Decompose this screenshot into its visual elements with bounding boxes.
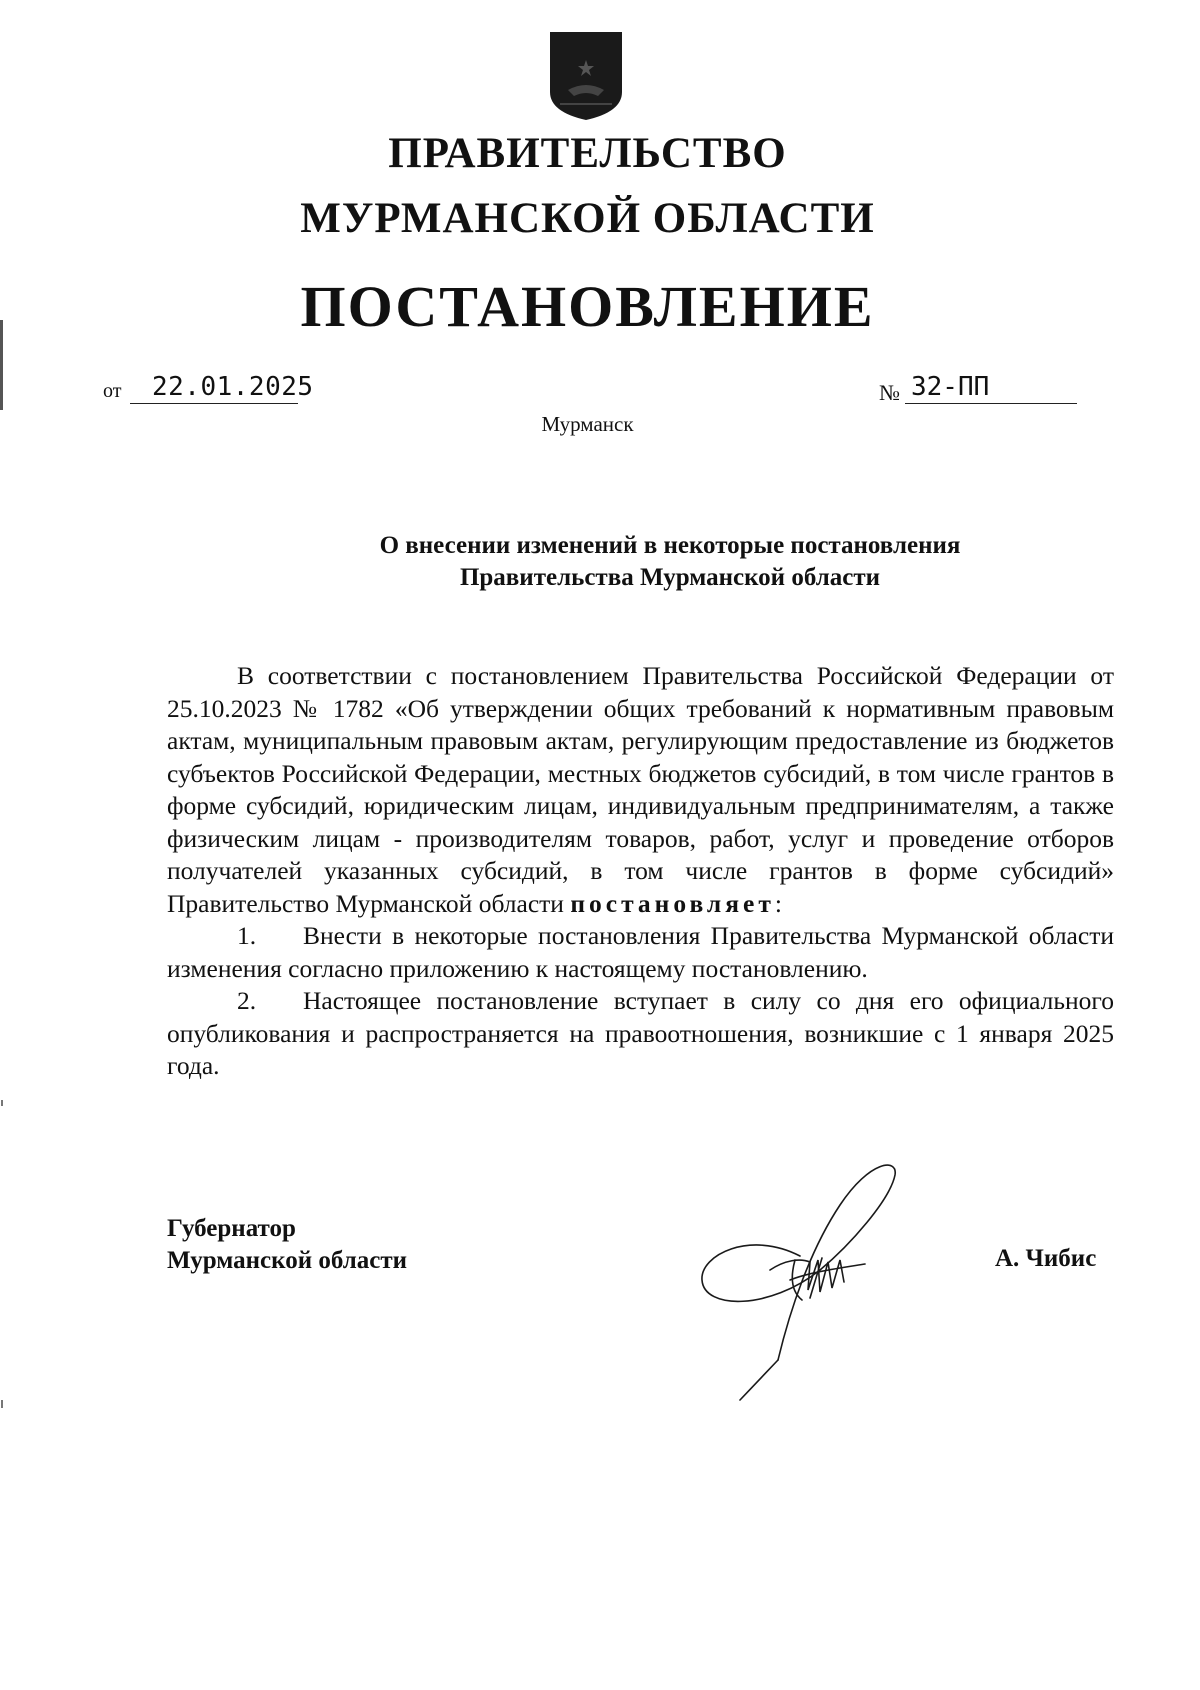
item-2-paragraph (167, 985, 1114, 1083)
city-name: Мурманск (541, 412, 634, 436)
scan-edge-dot (1, 1400, 3, 1408)
document-date: 22.01.2025 (152, 372, 314, 402)
resolves-word: постановляет (570, 888, 775, 918)
date-underline (130, 403, 298, 404)
government-title-line-1: ПРАВИТЕЛЬСТВО (388, 130, 787, 177)
number-underline (905, 403, 1077, 404)
subject-line-1: О внесении изменений в некоторые постановления (379, 532, 961, 559)
document-number: 32-ПП (911, 372, 990, 402)
signatory-position (167, 1213, 407, 1277)
item-2-text: Настоящее постановление вступает в силу со дня его официального опубликования и распространяется на правоотношения, возникшие с 1 января 2025 года. (167, 986, 1114, 1080)
signatory-name: А. Чибис (995, 1245, 1097, 1272)
position-line-1: Губернатор (167, 1215, 296, 1242)
item-1-text: Внести в некоторые постановления Правительства Мурманской области изменения согласно приложению к настоящему постановлению. (167, 921, 1114, 983)
document-type-title: ПОСТАНОВЛЕНИЕ (300, 274, 875, 339)
document-body (167, 660, 1114, 1083)
preamble-text: В соответствии с постановлением Правительства Российской Федерации от 25.10.2023 № 1782 «Об утверждении общих требований к нормативным правовым актам, муниципальным правовым актам, регулирующим предоставление из бюджетов субъектов Российской Федерации, местных бюджетов субсидий, в том числе грантов в форме субсидий, юридическим лицам, индивидуальным предпринимателям, а также физическим лицам - производителям товаров, работ, услуг и проведение отборов получателей указанных субсидий, в том числе грантов в форме субсидий» Правительство Мурманской области (167, 661, 1114, 918)
subject-line-2: Правительства Мурманской области (459, 564, 881, 591)
date-label: от (103, 380, 122, 402)
number-label: № (879, 380, 900, 405)
coat-of-arms-icon (548, 30, 624, 122)
resolves-colon: : (774, 888, 782, 918)
position-line-2: Мурманской области (167, 1247, 408, 1274)
government-title-line-2: МУРМАНСКОЙ ОБЛАСТИ (300, 195, 875, 242)
handwritten-signature (690, 1160, 930, 1410)
item-1-number: 1. (237, 921, 257, 950)
document-subject (320, 530, 1020, 594)
scan-edge-dot (1, 1100, 3, 1106)
item-1-paragraph (167, 920, 1114, 985)
item-2-number: 2. (237, 986, 257, 1015)
preamble-paragraph (167, 660, 1114, 920)
